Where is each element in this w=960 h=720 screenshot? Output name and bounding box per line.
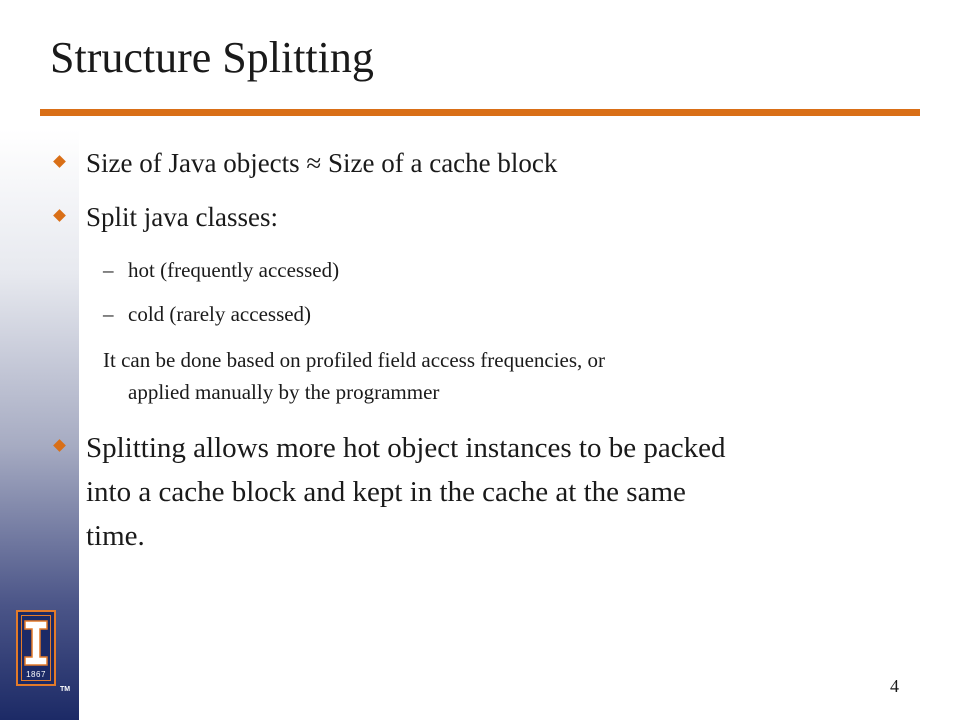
bullet-text-line: Splitting allows more hot object instances to be packed	[86, 432, 726, 464]
slide-title: Structure Splitting	[50, 33, 374, 82]
bullet-text: Split java classes:	[86, 202, 278, 232]
paragraph-line: It can be done based on profiled field access frequencies, or	[103, 348, 606, 372]
bullet-text-line: into a cache block and kept in the cache at the same	[86, 476, 686, 508]
bullet-text-line: time.	[86, 520, 145, 552]
sub-item-text: hot (frequently accessed)	[128, 258, 340, 282]
title-underline	[40, 109, 920, 116]
trademark-mark: TM	[60, 686, 71, 693]
sub-item-dash: –	[103, 302, 114, 326]
sub-item-text: cold (rarely accessed)	[128, 302, 312, 326]
block-i-icon	[24, 620, 48, 666]
page-number: 4	[890, 676, 899, 696]
bullet-text: Size of Java objects ≈ Size of a cache block	[86, 148, 558, 178]
illinois-logo	[16, 610, 56, 686]
logo-year: 1867	[26, 670, 46, 679]
sub-item-dash: –	[103, 258, 114, 282]
paragraph-line: applied manually by the programmer	[128, 380, 440, 404]
